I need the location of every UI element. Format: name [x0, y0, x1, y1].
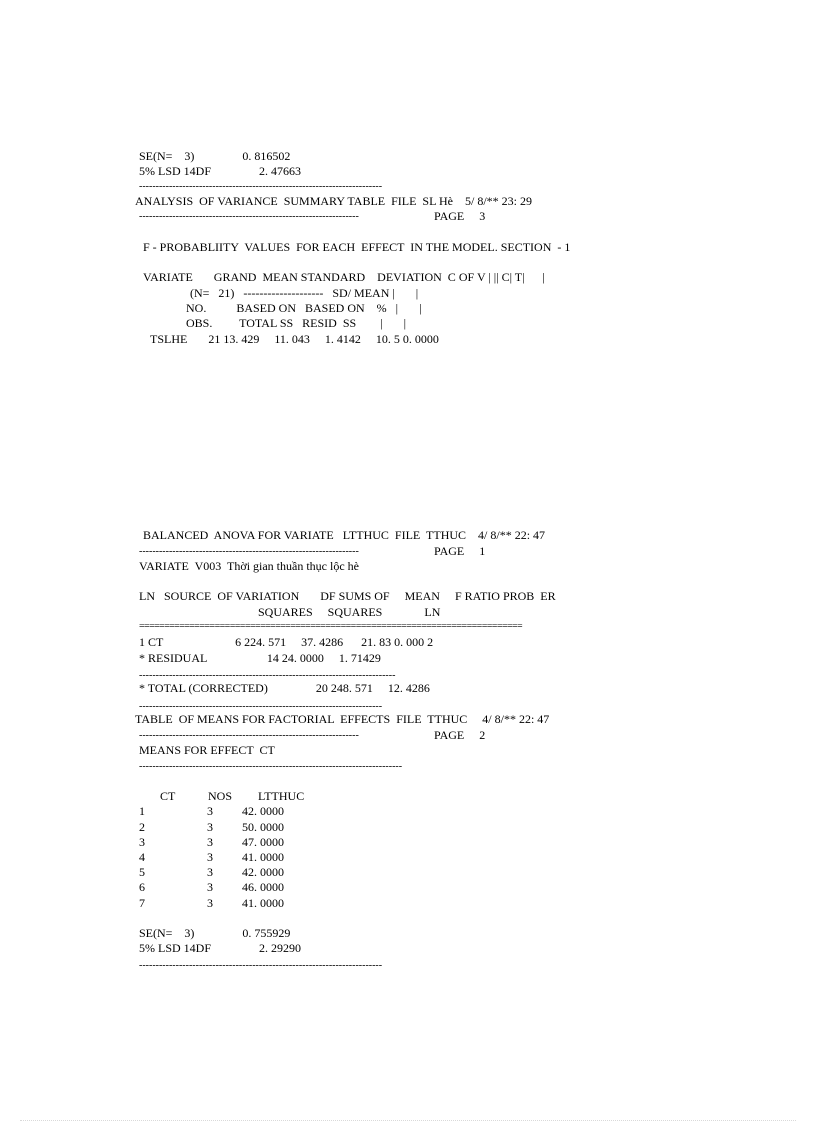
column-header-nos: NOS — [208, 789, 233, 803]
variate-header-2: (N= 21) -------------------- SD/ MEAN | | — [190, 286, 419, 300]
divider: ------------------------------------------------------------------ — [139, 212, 359, 222]
tslhe-row: TSLHE 21 13. 429 11. 043 1. 4142 10. 5 0. 0000 — [150, 332, 439, 346]
divider: ------------------------------------------------------------------ — [139, 731, 359, 741]
cell-nos: 3 — [207, 850, 213, 864]
column-header-ct: CT — [160, 789, 176, 803]
se-line: SE(N= 3) 0. 816502 — [139, 149, 291, 163]
cell-nos: 3 — [207, 865, 213, 879]
divider: ----------------------------------------------------------------------------- — [139, 671, 396, 681]
means-table-title: TABLE OF MEANS FOR FACTORIAL EFFECTS FILE TTHUC 4/ 8/** 22: 47 — [135, 712, 550, 726]
variate-header-1: VARIATE GRAND MEAN STANDARD DEVIATION C OF V | || C| T| | — [143, 270, 545, 284]
f-probability-heading: F - PROBABLIITY VALUES FOR EACH EFFECT IN THE MODEL. SECTION - 1 — [143, 240, 571, 254]
column-header-ltthuc: LTTHUC — [258, 789, 305, 803]
anova-header-2: SQUARES SQUARES LN — [258, 605, 441, 619]
page-number: PAGE 2 — [434, 728, 486, 742]
divider: ------------------------------------------------------------------------- — [139, 702, 383, 712]
cell-ct: 2 — [139, 820, 145, 834]
variate-header-4: OBS. TOTAL SS RESID SS | | — [186, 316, 406, 330]
means-for-effect: MEANS FOR EFFECT CT — [139, 743, 275, 757]
cell-ltthuc: 47. 0000 — [242, 835, 284, 849]
cell-nos: 3 — [207, 896, 213, 910]
cell-ct: 3 — [139, 835, 145, 849]
variate-header-3: NO. BASED ON BASED ON % | | — [186, 301, 422, 315]
anova-row-total: * TOTAL (CORRECTED) 20 248. 571 12. 4286 — [139, 681, 430, 695]
se-line: SE(N= 3) 0. 755929 — [139, 926, 291, 940]
cell-ct: 1 — [139, 804, 145, 818]
lsd-line: 5% LSD 14DF 2. 47663 — [139, 164, 302, 178]
divider: ------------------------------------------------------------------ — [139, 547, 359, 557]
anova-header-1: LN SOURCE OF VARIATION DF SUMS OF MEAN F RATIO PROB ER — [139, 589, 556, 603]
divider: ------------------------------------------------------------------------------- — [139, 762, 403, 772]
cell-ltthuc: 46. 0000 — [242, 880, 284, 894]
cell-ct: 5 — [139, 865, 145, 879]
lsd-line: 5% LSD 14DF 2. 29290 — [139, 941, 302, 955]
cell-nos: 3 — [207, 820, 213, 834]
divider: ------------------------------------------------------------------------- — [139, 182, 383, 192]
anova-row-ct: 1 CT 6 224. 571 37. 4286 21. 83 0. 000 2 — [139, 635, 434, 649]
double-rule: ============================================================================ — [139, 622, 523, 632]
cell-ct: 4 — [139, 850, 145, 864]
page-bottom-border — [20, 1120, 796, 1121]
cell-ct: 6 — [139, 880, 145, 894]
page-number: PAGE 1 — [434, 544, 486, 558]
cell-ltthuc: 42. 0000 — [242, 865, 284, 879]
anova-summary-title: ANALYSIS OF VARIANCE SUMMARY TABLE FILE SL Hè 5/ 8/** 23: 29 — [135, 194, 532, 208]
cell-ltthuc: 41. 0000 — [242, 850, 284, 864]
balanced-anova-title: BALANCED ANOVA FOR VARIATE LTTHUC FILE TTHUC 4/ 8/** 22: 47 — [143, 528, 546, 542]
cell-ltthuc: 41. 0000 — [242, 896, 284, 910]
cell-nos: 3 — [207, 804, 213, 818]
cell-ct: 7 — [139, 896, 145, 910]
page-number: PAGE 3 — [434, 209, 486, 223]
cell-nos: 3 — [207, 880, 213, 894]
cell-ltthuc: 42. 0000 — [242, 804, 284, 818]
anova-row-residual: * RESIDUAL 14 24. 0000 1. 71429 — [139, 651, 381, 665]
cell-nos: 3 — [207, 835, 213, 849]
cell-ltthuc: 50. 0000 — [242, 820, 284, 834]
divider: ------------------------------------------------------------------------- — [139, 961, 383, 971]
variate-line: VARIATE V003 Thời gian thuần thục lộc hè — [139, 559, 359, 573]
